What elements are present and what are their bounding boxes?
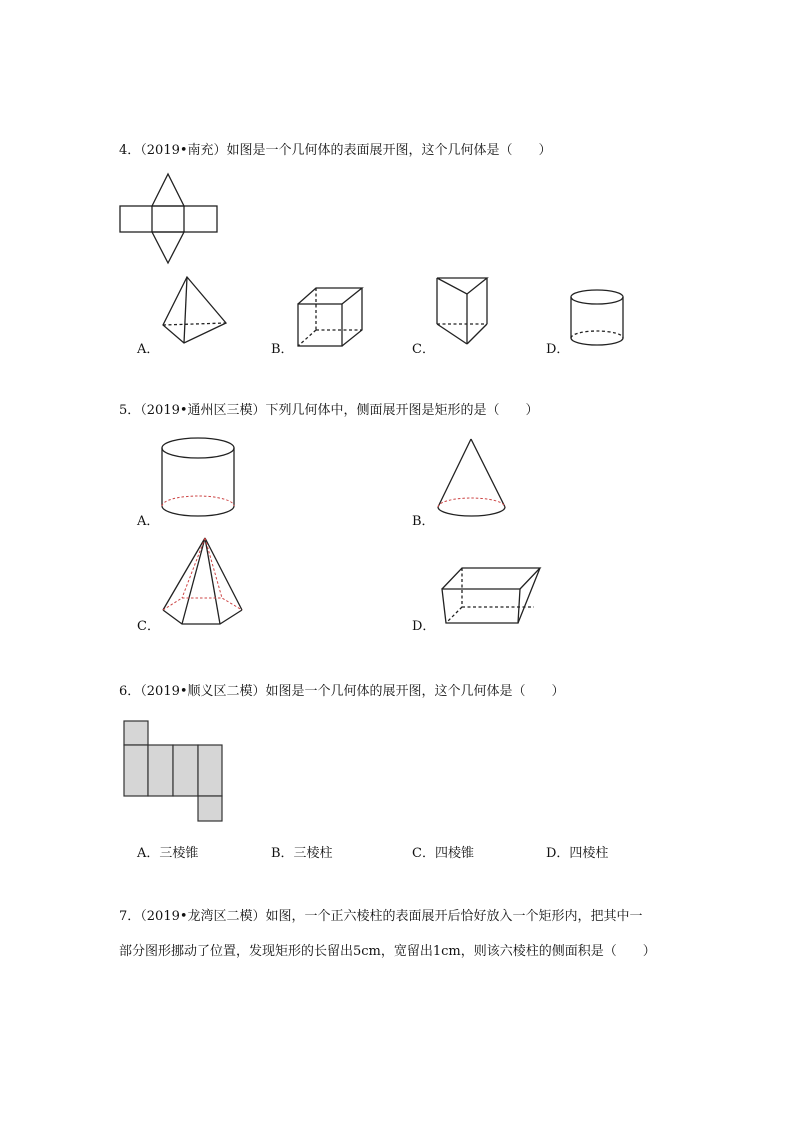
q6-stem: 6．（2019•顺义区二模）如图是一个几何体的展开图，这个几何体是（ ） (119, 684, 565, 699)
q4-option-d-label[interactable]: D． (546, 342, 570, 357)
q4-option-c-triangular-prism-icon[interactable] (435, 276, 491, 348)
q5-stem: 5．（2019•通州区三模）下列几何体中，侧面展开图是矩形的是（ ） (119, 403, 539, 418)
q6-option-b[interactable]: B．三棱柱 (271, 846, 333, 861)
q5-option-a-label[interactable]: A． (137, 514, 160, 529)
q4-option-b-cube-icon[interactable] (296, 286, 366, 348)
q7-stem-line1: 7．（2019•龙湾区二模）如图，一个正六棱柱的表面展开后恰好放入一个矩形内，把其中一 (119, 909, 643, 924)
q6-option-a[interactable]: A．三棱锥 (137, 846, 199, 861)
q6-option-d[interactable]: D．四棱柱 (546, 846, 609, 861)
q4-stem: 4．（2019•南充）如图是一个几何体的表面展开图，这个几何体是（ ） (119, 143, 552, 158)
q4-net-figure (118, 172, 220, 264)
q5-option-a-cylinder-icon[interactable] (160, 434, 240, 520)
q5-option-b-label[interactable]: B． (412, 514, 435, 529)
q5-option-c-hexagonal-pyramid-icon[interactable] (160, 536, 246, 628)
q4-option-b-label[interactable]: B． (271, 342, 294, 357)
q7-stem-line2: 部分图形挪动了位置，发现矩形的长留出5cm，宽留出1cm，则该六棱柱的侧面积是（ ） (119, 944, 656, 959)
q4-option-a-pyramid-icon[interactable] (160, 275, 230, 347)
q4-option-a-label[interactable]: A． (137, 342, 160, 357)
q5-option-d-slanted-prism-icon[interactable] (440, 565, 544, 627)
q5-option-c-label[interactable]: C． (137, 619, 160, 634)
q4-option-d-cylinder-icon[interactable] (569, 288, 629, 348)
q4-option-c-label[interactable]: C． (412, 342, 435, 357)
q5-option-d-label[interactable]: D． (412, 619, 436, 634)
q6-net-figure (123, 720, 225, 824)
q6-option-c[interactable]: C．四棱锥 (412, 846, 474, 861)
q5-option-b-cone-icon[interactable] (435, 437, 509, 521)
